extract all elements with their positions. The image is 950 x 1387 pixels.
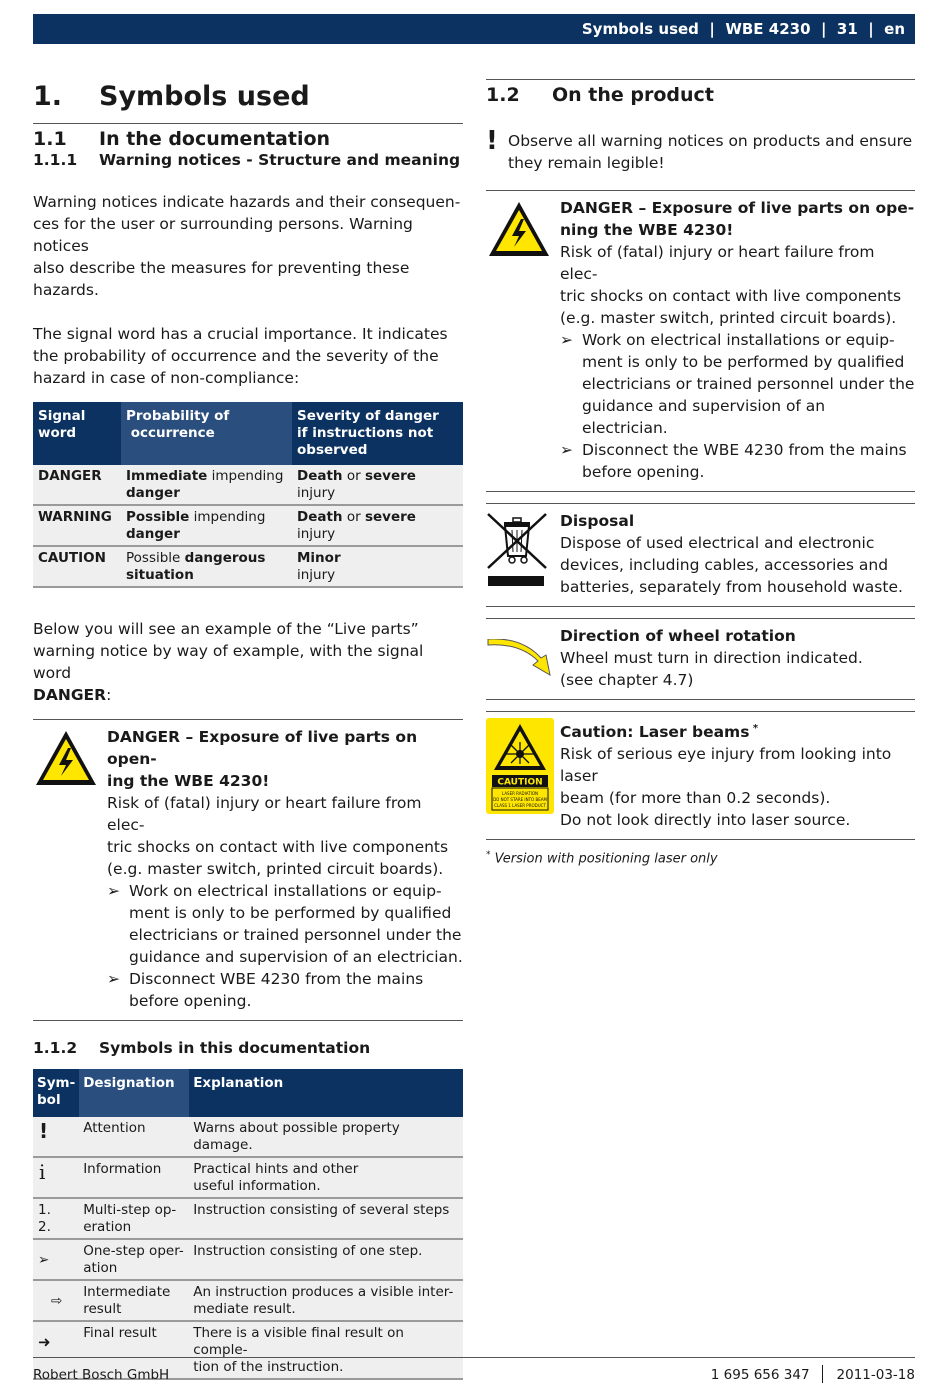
disposal-notice bbox=[486, 503, 915, 607]
footer-company: Robert Bosch GmbH bbox=[33, 1367, 170, 1383]
text-line: (e.g. master switch, printed circuit boards). bbox=[560, 309, 897, 327]
text-line: Observe all warning notices on products and ensure bbox=[508, 132, 913, 150]
section-number: 1.1 bbox=[33, 128, 67, 150]
section-heading bbox=[486, 84, 915, 106]
step-item: ➢ Disconnect the WBE 4230 from the mains before opening. bbox=[560, 441, 907, 481]
example-paragraph bbox=[33, 618, 463, 706]
text-line: tric shocks on contact with live components bbox=[107, 838, 449, 856]
info-icon: i bbox=[33, 1157, 79, 1198]
chapter-heading bbox=[33, 76, 463, 116]
footer-divider bbox=[33, 1357, 915, 1358]
text-line: Dispose of used electrical and electronic bbox=[560, 534, 875, 552]
step-item: ➢ Disconnect WBE 4230 from the mains before opening. bbox=[107, 970, 424, 1010]
step-arrow-icon: ➢ bbox=[560, 331, 573, 349]
one-step-arrow-icon: ➢ bbox=[33, 1239, 79, 1280]
footer-separator bbox=[822, 1365, 823, 1383]
table-row: 1. 2. Multi-step op- eration Instruction consisting of several steps bbox=[33, 1198, 463, 1239]
right-column bbox=[486, 70, 915, 866]
col-header-explanation: Explanation bbox=[189, 1069, 463, 1117]
symbols-table bbox=[33, 1069, 463, 1380]
high-voltage-warning-icon bbox=[486, 197, 560, 483]
table-header-row bbox=[33, 1069, 463, 1117]
text-line: beam (for more than 0.2 seconds). bbox=[560, 789, 831, 808]
laser-warning-label-icon bbox=[486, 718, 560, 831]
subsection-heading bbox=[33, 151, 463, 169]
table-row: DANGER Immediate impending danger Death or severe injury bbox=[33, 465, 463, 505]
text-line: (e.g. master switch, printed circuit boards). bbox=[107, 860, 444, 878]
laser-title: Caution: Laser beams * bbox=[560, 723, 759, 742]
header-doc: WBE 4230 bbox=[725, 20, 811, 38]
example-warning-notice bbox=[33, 719, 463, 1021]
disposal-title: Disposal bbox=[560, 512, 635, 530]
text-line: (see chapter 4.7) bbox=[560, 671, 694, 689]
header-page: 31 bbox=[836, 20, 858, 38]
footer-right bbox=[711, 1367, 915, 1383]
col-header-severity: Severity of danger if instructions not observed bbox=[292, 402, 463, 465]
section-heading bbox=[33, 128, 463, 150]
multi-step-symbol: 1. 2. bbox=[33, 1198, 79, 1239]
left-column bbox=[33, 70, 463, 1380]
footer-date: 2011-03-18 bbox=[836, 1367, 915, 1383]
wheel-rotation-title: Direction of wheel rotation bbox=[560, 627, 796, 645]
signal-word-table bbox=[33, 402, 463, 588]
footer-docnum: 1 695 656 347 bbox=[710, 1367, 810, 1383]
attention-icon: ! bbox=[486, 126, 498, 156]
laser-label-line: CLASS 1 LASER PRODUCT bbox=[494, 803, 546, 808]
warning-title: ning the WBE 4230! bbox=[560, 221, 734, 239]
header-lang: en bbox=[884, 20, 905, 38]
step-arrow-icon: ➢ bbox=[107, 882, 120, 900]
col-header-signal-word: Signal word bbox=[33, 402, 121, 465]
table-row: ➜ Final result There is a visible final result on comple- tion of the instruction. bbox=[33, 1321, 463, 1379]
signal-word-paragraph bbox=[33, 323, 463, 389]
text-line: The signal word has a crucial importance. It indicates bbox=[33, 325, 448, 343]
subsection-heading bbox=[33, 1039, 463, 1057]
text-line: Risk of (fatal) injury or heart failure from elec- bbox=[560, 243, 875, 283]
col-header-designation: Designation bbox=[79, 1069, 189, 1117]
laser-caution-notice bbox=[486, 711, 915, 840]
subsection-title: Warning notices - Structure and meaning bbox=[99, 151, 461, 169]
chapter-number: 1. bbox=[33, 80, 63, 112]
step-arrow-icon: ➢ bbox=[560, 441, 573, 459]
section-title: On the product bbox=[552, 84, 714, 106]
final-result-arrow-icon: ➜ bbox=[33, 1321, 79, 1379]
table-row: WARNING Possible impending danger Death or severe injury bbox=[33, 505, 463, 546]
subsection-title: Symbols in this documentation bbox=[99, 1039, 371, 1057]
text-line: hazard in case of non-compliance: bbox=[33, 369, 300, 387]
header-text: Symbols used | WBE 4230 | 31 | en bbox=[581, 20, 905, 38]
product-danger-notice bbox=[486, 190, 915, 492]
observe-notice bbox=[486, 126, 915, 174]
section-number: 1.2 bbox=[486, 84, 520, 106]
text-line: also describe the measures for preventing these hazards. bbox=[33, 259, 410, 299]
warning-title: DANGER – Exposure of live parts on ope- bbox=[560, 199, 915, 217]
text-line: they remain legible! bbox=[508, 154, 665, 172]
table-row: ➢ One-step oper- ation Instruction consisting of one step. bbox=[33, 1239, 463, 1280]
text-line: Do not look directly into laser source. bbox=[560, 811, 851, 830]
warning-title: DANGER – Exposure of live parts on open- bbox=[107, 728, 418, 768]
rotation-arrow-icon bbox=[486, 625, 560, 691]
table-row: ⇨ Intermediate result An instruction produces a visible inter- mediate result. bbox=[33, 1280, 463, 1321]
text-line: batteries, separately from household waste. bbox=[560, 578, 903, 596]
header-bar bbox=[33, 14, 915, 44]
laser-label-caution: CAUTION bbox=[497, 777, 543, 788]
text-line: DANGER: bbox=[33, 686, 112, 704]
step-item: ➢ Work on electrical installations or equip- ment is only to be performed by qualified electricians or trained personnel under the guidance and supervision of an electrician. bbox=[107, 882, 463, 966]
divider bbox=[33, 123, 463, 124]
text-line: ces for the user or surrounding persons. Warning notices bbox=[33, 215, 413, 255]
wheel-rotation-notice bbox=[486, 618, 915, 700]
table-row: ! Attention Warns about possible property damage. bbox=[33, 1117, 463, 1157]
laser-label-line: LASER RADIATION bbox=[502, 791, 538, 796]
warning-title: ing the WBE 4230! bbox=[107, 772, 270, 790]
section-title: In the documentation bbox=[99, 128, 331, 150]
text-line: the probability of occurrence and the severity of the bbox=[33, 347, 439, 365]
chapter-title: Symbols used bbox=[99, 80, 310, 112]
subsection-number: 1.1.1 bbox=[33, 151, 78, 169]
text-line: Risk of serious eye injury from looking into laser bbox=[560, 745, 892, 786]
step-arrow-icon: ➢ bbox=[107, 970, 120, 988]
intermediate-result-icon: ⇨ bbox=[33, 1280, 79, 1321]
step-item: ➢ Work on electrical installations or equip- ment is only to be performed by qualified electricians or trained personnel under the guidance and supervision of an electrician. bbox=[560, 331, 915, 437]
text-line: Below you will see an example of the “Live parts” bbox=[33, 620, 419, 638]
text-line: devices, including cables, accessories and bbox=[560, 556, 889, 574]
footnote: * Version with positioning laser only bbox=[486, 850, 718, 867]
intro-paragraph bbox=[33, 191, 463, 301]
laser-label-line: DO NOT STARE INTO BEAM bbox=[493, 797, 547, 802]
weee-bin-icon bbox=[486, 510, 560, 598]
divider bbox=[486, 79, 915, 80]
table-header-row bbox=[33, 402, 463, 465]
table-row: i Information Practical hints and other useful information. bbox=[33, 1157, 463, 1198]
high-voltage-warning-icon bbox=[33, 726, 107, 1012]
text-line: Risk of (fatal) injury or heart failure from elec- bbox=[107, 794, 422, 834]
subsection-number: 1.1.2 bbox=[33, 1039, 78, 1057]
text-line: Warning notices indicate hazards and their consequen- bbox=[33, 193, 461, 211]
header-section: Symbols used bbox=[581, 20, 699, 38]
table-row: CAUTION Possible dangerous situation Minor injury bbox=[33, 546, 463, 587]
col-header-probability: Probability of occurrence bbox=[121, 402, 292, 465]
col-header-symbol: Sym- bol bbox=[33, 1069, 79, 1117]
text-line: warning notice by way of example, with the signal word bbox=[33, 642, 424, 682]
text-line: Wheel must turn in direction indicated. bbox=[560, 649, 863, 667]
attention-icon: ! bbox=[33, 1117, 79, 1157]
text-line: tric shocks on contact with live components bbox=[560, 287, 902, 305]
